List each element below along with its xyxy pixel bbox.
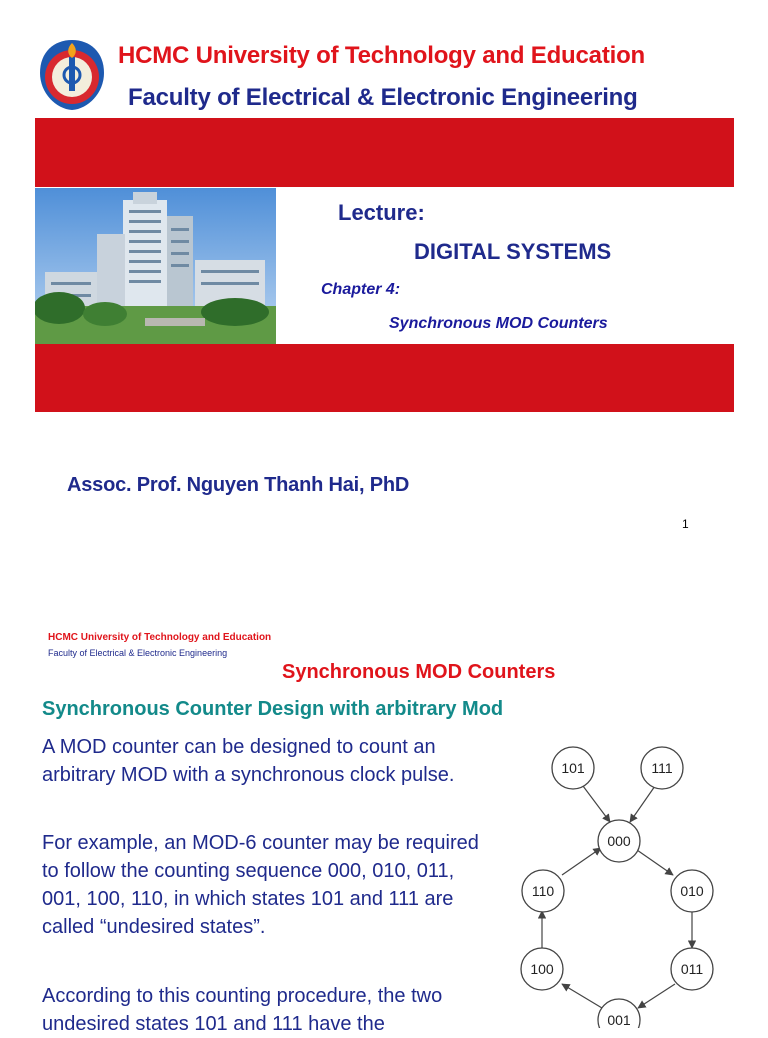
state-diagram bbox=[510, 738, 730, 1028]
state-node bbox=[522, 870, 564, 912]
campus-building-image bbox=[35, 188, 276, 344]
state-label: 001 bbox=[607, 1012, 631, 1028]
red-banner-bottom bbox=[35, 344, 734, 412]
faculty-name: Faculty of Electrical & Electronic Engineering bbox=[128, 84, 638, 111]
edge-111-000 bbox=[630, 786, 655, 822]
page-number: 1 bbox=[682, 517, 689, 531]
state-label: 101 bbox=[561, 760, 585, 776]
edge-011-001 bbox=[638, 984, 675, 1008]
header-university: HCMC University of Technology and Education bbox=[48, 632, 272, 643]
chapter-title: Synchronous MOD Counters bbox=[389, 315, 608, 332]
state-node bbox=[552, 747, 594, 789]
chapter-label: Chapter 4: bbox=[321, 281, 401, 298]
state-node bbox=[671, 870, 713, 912]
edge-001-100 bbox=[562, 984, 602, 1008]
edge-000-010 bbox=[637, 850, 673, 875]
edge-101-000 bbox=[583, 786, 610, 822]
author-name: Assoc. Prof. Nguyen Thanh Hai, PhD bbox=[67, 474, 410, 496]
section-subheading: Synchronous Counter Design with arbitrary Mod bbox=[42, 698, 504, 720]
lecture-label: Lecture: bbox=[338, 200, 425, 225]
state-node bbox=[671, 948, 713, 990]
state-label: 011 bbox=[680, 961, 704, 977]
state-node bbox=[641, 747, 683, 789]
header-faculty: Faculty of Electrical & Electronic Engineering bbox=[48, 648, 228, 658]
state-label: 110 bbox=[531, 883, 555, 899]
state-label: 100 bbox=[530, 961, 554, 977]
red-banner-top bbox=[35, 118, 734, 187]
state-label: 111 bbox=[651, 760, 673, 776]
body-paragraph: According to this counting procedure, the two undesired states 101 and 111 have the bbox=[42, 985, 443, 1035]
state-label: 000 bbox=[607, 833, 631, 849]
state-node bbox=[521, 948, 563, 990]
edge-110-000 bbox=[562, 848, 601, 875]
state-label: 010 bbox=[680, 883, 704, 899]
university-name: HCMC University of Technology and Education bbox=[118, 42, 645, 69]
body-paragraph: A MOD counter can be designed to count an arbitrary MOD with a synchronous clock pulse. bbox=[42, 736, 455, 786]
state-node bbox=[598, 820, 640, 862]
body-paragraph: For example, an MOD-6 counter may be required to follow the counting sequence 000, 010, 011, 001, 100, 110, in which states 101 and 111 are called “undesired states”. bbox=[42, 832, 479, 938]
slide-title: Synchronous MOD Counters bbox=[282, 661, 556, 683]
course-title: DIGITAL SYSTEMS bbox=[414, 239, 612, 264]
university-logo-icon bbox=[36, 37, 108, 113]
